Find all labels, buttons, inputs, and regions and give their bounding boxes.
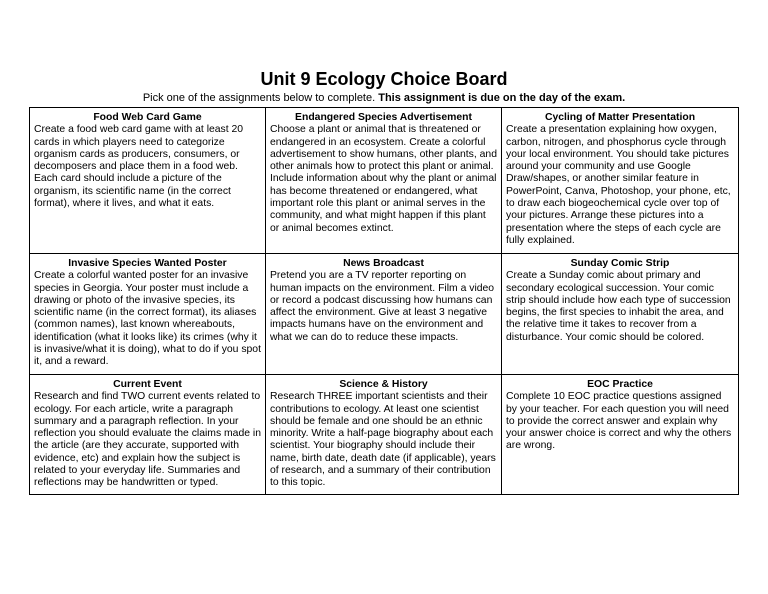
choice-board-table [29, 107, 739, 495]
cell-endangered-species-advertisement [266, 108, 502, 254]
cell-cycling-of-matter-presentation [502, 108, 739, 254]
cell-science-and-history [266, 375, 502, 495]
cell-current-event [30, 375, 266, 495]
cell-title: News Broadcast [343, 258, 424, 269]
cell-title: EOC Practice [587, 379, 653, 390]
cell-sunday-comic-strip [502, 254, 739, 375]
cell-description: Pretend you are a TV reporter reporting on human impacts on the environment. Film a video or record a podcast discussing how humans can affect the environment. Give at least 3 negative impacts humans have on the environment and what we can do to reduce these impacts. [270, 270, 495, 343]
cell-title: Cycling of Matter Presentation [544, 112, 696, 123]
board-row-2 [30, 254, 739, 375]
instructions [0, 92, 768, 105]
instructions-text: Pick one of the assignments below to complete. [142, 92, 376, 104]
cell-description: Research and find TWO current events related to ecology. For each article, write a paragraph summary and a paragraph reflection. In your reflection you should evaluate the claims made in the article (are they accurate, supported with evidence, etc) and explain how the subject is related to your everyday life. Summaries and reflections may be handwritten or typed. [34, 391, 261, 489]
board-row-3 [30, 375, 739, 495]
due-date-note: This assignment is due on the day of the exam. [378, 92, 626, 104]
cell-description: Create a presentation explaining how oxygen, carbon, nitrogen, and phosphorus cycle through your local environment. You should take pictures around your community and use Google Draw/shapes, or another similar feature in PowerPoint, Canva, Photoshop, your phone, etc, to draw each biogeochemical cycle over top of your pictures. Arrange these pictures into a presentation where the steps of each cycle are fully explained. [506, 124, 731, 246]
cell-news-broadcast [266, 254, 502, 375]
page-title: Unit 9 Ecology Choice Board [260, 69, 508, 89]
board-row-1 [30, 108, 739, 254]
cell-description: Create a food web card game with at least 20 cards in which players need to categorize organism cards as producers, consumers, or decomposers and place them in a food web. Each card should include a picture of the organism, its scientific name (in the correct format), where it lives, and what it eats. [34, 124, 244, 210]
cell-title: Endangered Species Advertisement [295, 112, 472, 123]
cell-invasive-species-wanted-poster [30, 254, 266, 375]
cell-description: Create a Sunday comic about primary and secondary ecological succession. Your comic strip should include how each type of succession begins, the first species to inhabit the area, and the relative time it takes to recover from a disturbance. Your comic should be colored. [506, 270, 731, 343]
cell-description: Complete 10 EOC practice questions assigned by your teacher. For each question you will need to provide the correct answer and explain why your answer choice is correct and why the others are wrong. [506, 391, 732, 452]
cell-description: Create a colorful wanted poster for an invasive species in Georgia. Your poster must include a drawing or photo of the invasive species, its scientific name (in the correct format), its aliases (common names), last known whereabouts, identification (what it looks like) its crimes (why it is invasive/what it is doing), what to do if you spot it, and a reward. [34, 270, 261, 368]
cell-food-web-card-game [30, 108, 266, 254]
cell-description: Research THREE important scientists and their contributions to ecology. At least one scientist should be female and one should be an ethnic minority. Write a half-page biography about each scientist. Your biography should include their name, birth date, death date (if applicable), years of research, and a summary of their contribution to this topic. [270, 391, 496, 489]
cell-title: Invasive Species Wanted Poster [68, 258, 227, 269]
cell-title: Food Web Card Game [93, 112, 202, 123]
cell-title: Sunday Comic Strip [570, 258, 670, 269]
cell-eoc-practice [502, 375, 739, 495]
cell-title: Current Event [113, 379, 182, 390]
cell-description: Choose a plant or animal that is threatened or endangered in an ecosystem. Create a colorful advertisement to show humans, other plants, and other animals how to protect this plant or animal. Include information about why the plant or animal has become threatened or endangered, what important role this plant or animal serves in the community, and what might happen if this plant or animal becomes extinct. [270, 124, 497, 234]
cell-title: Science & History [339, 379, 428, 390]
